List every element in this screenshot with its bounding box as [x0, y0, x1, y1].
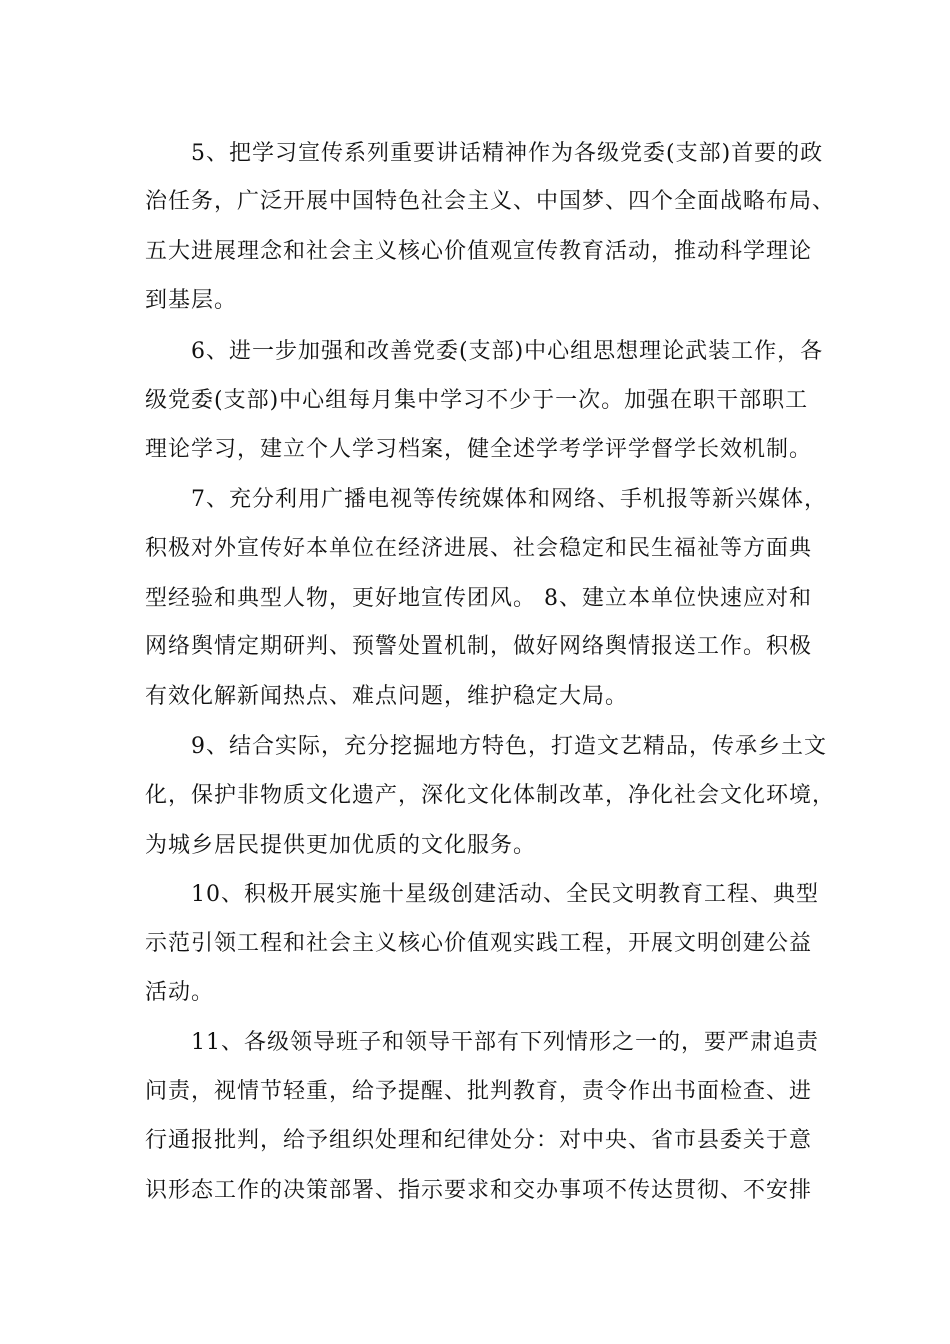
text-line: 化，保护非物质文化遗产，深化文化体制改革，净化社会文化环境， [145, 783, 836, 808]
text-line: 行通报批判，给予组织处理和纪律处分：对中央、省市县委关于意 [145, 1128, 813, 1153]
text-line: 积极对外宣传好本单位在经济进展、社会稳定和民生福祉等方面典 [145, 536, 813, 561]
text-line: 为城乡居民提供更加优质的文化服务。 [145, 833, 537, 858]
text-line: 10、积极开展实施十星级创建活动、全民文明教育工程、典型 [191, 882, 819, 907]
text-line: 级党委(支部)中心组每月集中学习不少于一次。加强在职干部职工 [145, 388, 809, 413]
text-line: 5、把学习宣传系列重要讲话精神作为各级党委(支部)首要的政 [191, 141, 824, 166]
text-line: 五大进展理念和社会主义核心价值观宣传教育活动，推动科学理论 [145, 239, 813, 264]
text-line: 网络舆情定期研判、预警处置机制，做好网络舆情报送工作。积极 [145, 634, 813, 659]
text-line: 9、结合实际，充分挖掘地方特色，打造文艺精品，传承乡土文 [191, 734, 827, 759]
text-line: 活动。 [145, 980, 215, 1005]
text-line: 识形态工作的决策部署、指示要求和交办事项不传达贯彻、不安排 [145, 1178, 813, 1203]
text-line: 到基层。 [145, 288, 238, 313]
text-line: 7、充分利用广播电视等传统媒体和网络、手机报等新兴媒体， [191, 487, 827, 512]
text-line: 11、各级领导班子和领导干部有下列情形之一的，要严肃追责 [191, 1030, 819, 1055]
text-line: 治任务，广泛开展中国特色社会主义、中国梦、四个全面战略布局、 [145, 189, 836, 214]
text-line: 理论学习，建立个人学习档案，健全述学考学评学督学长效机制。 [145, 437, 813, 462]
text-line: 型经验和典型人物，更好地宣传团风。 8、建立本单位快速应对和 [145, 586, 812, 611]
text-line: 问责，视情节轻重，给予提醒、批判教育，责令作出书面检查、进 [145, 1079, 813, 1104]
text-line: 示范引领工程和社会主义核心价值观实践工程，开展文明创建公益 [145, 931, 813, 956]
text-line: 有效化解新闻热点、难点问题，维护稳定大局。 [145, 684, 629, 709]
text-line: 6、进一步加强和改善党委(支部)中心组思想理论武装工作，各 [191, 339, 824, 364]
